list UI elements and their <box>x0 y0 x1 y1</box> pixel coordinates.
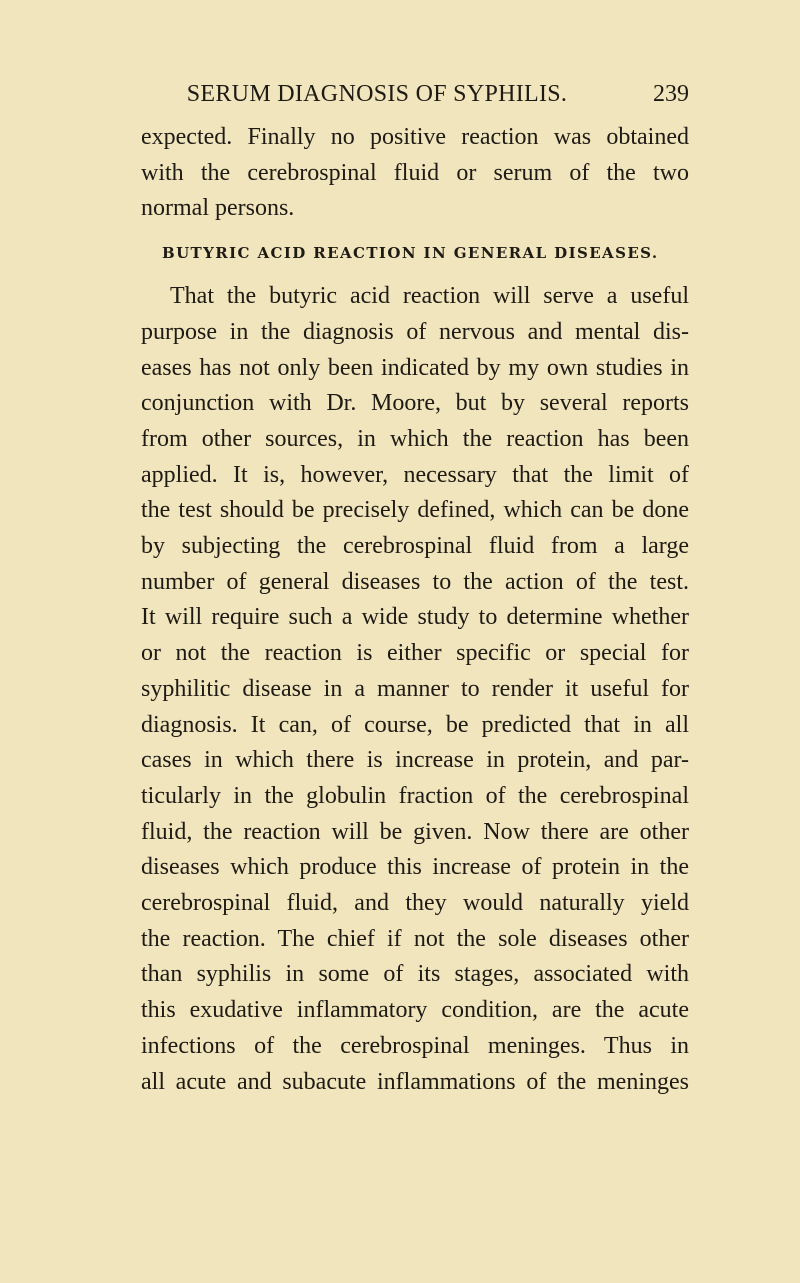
text-line: That the butyric acid reaction will serve a useful <box>170 283 689 310</box>
text-line: this exudative inflammatory condition, are the acute <box>141 997 689 1024</box>
text-line: applied. It is, however, necessary that the limit of <box>141 461 689 488</box>
running-title: SERUM DIAGNOSIS OF SYPHILIS. <box>186 81 568 107</box>
text-line: syphilitic disease in a manner to render it useful for <box>141 675 689 702</box>
text-line: or not the reaction is either specific or special for <box>141 640 689 667</box>
text-line: diseases which produce this increase of protein in the <box>141 854 689 881</box>
text-line: number of general diseases to the action of the test. <box>141 568 689 595</box>
text-line: expected. Finally no positive reaction was obtained <box>141 124 689 150</box>
page-number: 239 <box>653 81 689 107</box>
section-heading: BUTYRIC ACID REACTION IN GENERAL DISEASES. <box>162 244 659 263</box>
text-line: ticularly in the globulin fraction of the cerebrospinal <box>141 782 689 809</box>
text-line: infections of the cerebrospinal meninges. Thus in <box>141 1032 689 1059</box>
text-line: cases in which there is increase in protein, and par- <box>141 747 689 774</box>
text-line: the test should be precisely defined, which can be done <box>141 497 689 524</box>
text-line: all acute and subacute inflammations of the meninges <box>141 1068 689 1095</box>
paragraph-1 <box>141 120 689 227</box>
text-line: with the cerebrospinal fluid or serum of the two <box>141 159 689 186</box>
text-line: than syphilis in some of its stages, associated with <box>141 961 689 988</box>
text-line: the reaction. The chief if not the sole diseases other <box>141 925 689 952</box>
text-line: normal persons. <box>141 195 295 222</box>
text-line: It will require such a wide study to determine whether <box>141 604 689 631</box>
text-line: from other sources, in which the reaction has been <box>141 425 689 452</box>
page-body <box>141 120 689 1100</box>
book-page <box>141 0 689 1100</box>
text-line: conjunction with Dr. Moore, but by several reports <box>141 390 689 417</box>
text-line: fluid, the reaction will be given. Now there are other <box>141 818 689 845</box>
text-line: cerebrospinal fluid, and they would naturally yield <box>141 890 689 917</box>
text-line: diagnosis. It can, of course, be predicted that in all <box>141 711 689 738</box>
text-line: eases has not only been indicated by my own studies in <box>141 354 689 381</box>
text-line: by subjecting the cerebrospinal fluid from a large <box>141 533 689 560</box>
text-line: purpose in the diagnosis of nervous and mental dis- <box>141 318 689 345</box>
paragraph-2 <box>141 279 689 1100</box>
running-header <box>141 78 689 110</box>
